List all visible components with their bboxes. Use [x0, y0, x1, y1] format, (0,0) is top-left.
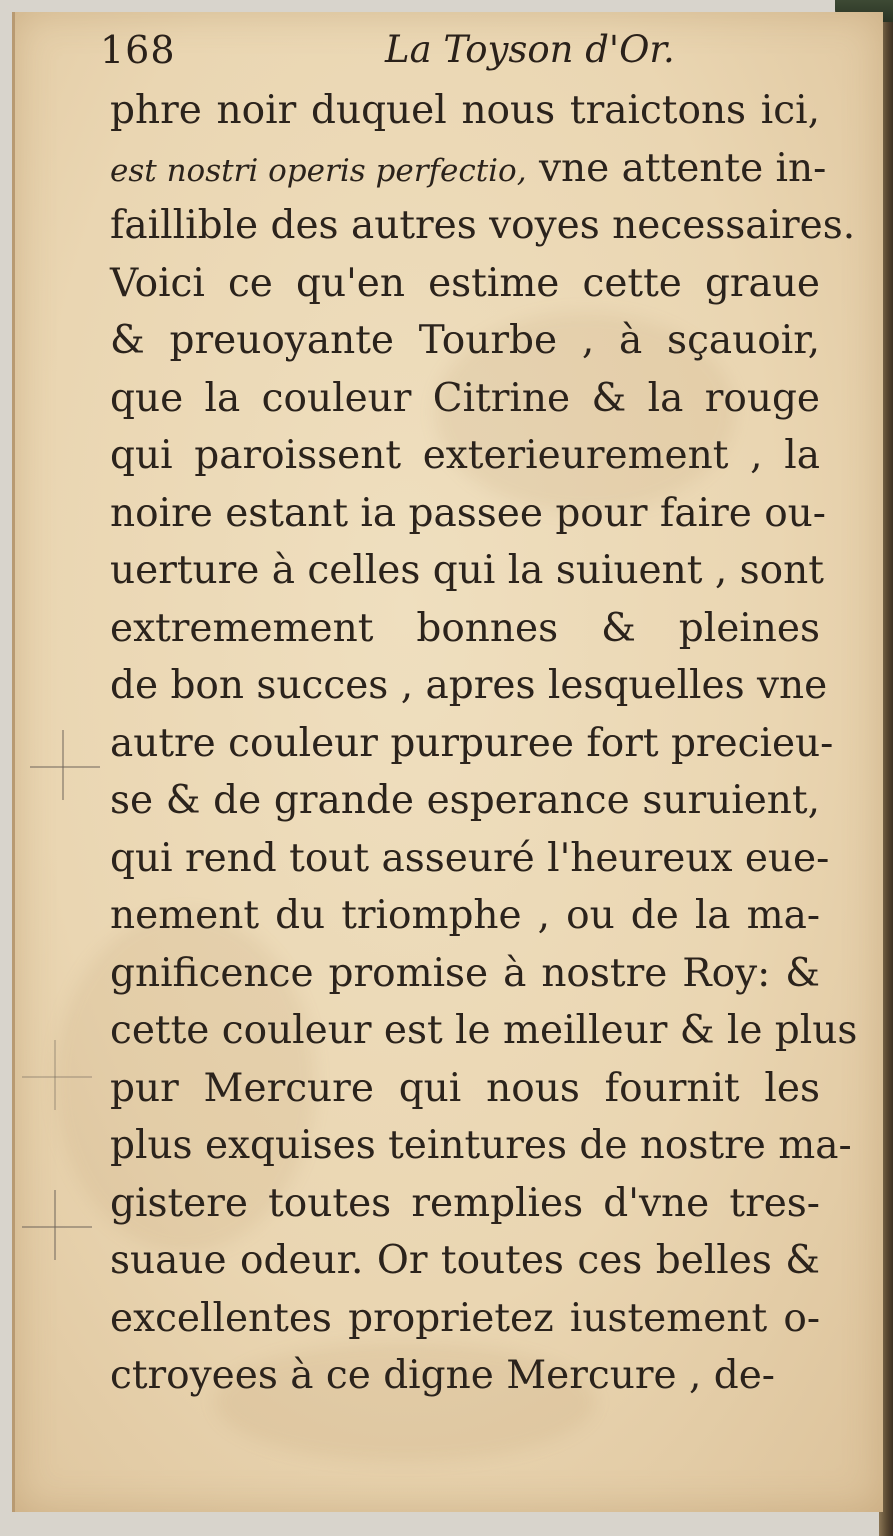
latin-phrase: est nostri operis perfectio, — [110, 152, 527, 189]
text-line: suaue odeur. Or toutes ces belles & — [110, 1238, 820, 1283]
text-line: ctroyees à ce digne Mercure , de- — [110, 1353, 775, 1398]
text-line: uerture à celles qui la suiuent , sont — [110, 548, 824, 593]
text-line: extremement bonnes & pleines — [110, 605, 820, 651]
text-line: faillible des autres voyes necessaires. — [110, 203, 856, 248]
body-text — [110, 82, 858, 1405]
running-head — [100, 20, 820, 76]
text-line-continuation: vne attente in- — [538, 145, 827, 191]
margin-pencil-cross — [22, 1190, 94, 1262]
text-line: autre couleur purpuree fort precieu- — [110, 720, 834, 766]
page-number: 168 — [100, 28, 176, 72]
text-line-with-latin — [110, 140, 827, 198]
text-line: qui paroissent exterieurement , la — [110, 433, 820, 478]
text-line: phre noir duquel nous traictons ici, — [110, 88, 820, 133]
text-line: nement du triomphe , ou de la ma- — [110, 893, 820, 938]
text-line: pur Mercure qui nous fournit les — [110, 1065, 820, 1111]
text-line: qui rend tout asseuré l'heureux eue- — [110, 835, 830, 881]
text-line: Voici ce qu'en estime cette graue — [110, 260, 820, 306]
text-line: gnificence promise à nostre Roy: & — [110, 950, 820, 996]
text-line: excellentes proprietez iustement o- — [110, 1295, 820, 1341]
text-line: que la couleur Citrine & la rouge — [110, 375, 820, 421]
text-line: noire estant ia passee pour faire ou- — [110, 490, 826, 536]
text-line: cette couleur est le meilleur & le plus — [110, 1008, 858, 1053]
running-title: La Toyson d'Or. — [385, 28, 675, 71]
margin-pencil-cross — [22, 1040, 94, 1112]
text-line: de bon succes , apres lesquelles vne — [110, 663, 828, 708]
text-line: se & de grande esperance suruient, — [110, 778, 820, 823]
text-line: gistere toutes remplies d'vne tres- — [110, 1180, 820, 1226]
text-line: plus exquises teintures de nostre ma- — [110, 1123, 852, 1168]
text-line: & preuoyante Tourbe , à sçauoir, — [110, 318, 820, 363]
margin-pencil-cross — [30, 730, 102, 802]
